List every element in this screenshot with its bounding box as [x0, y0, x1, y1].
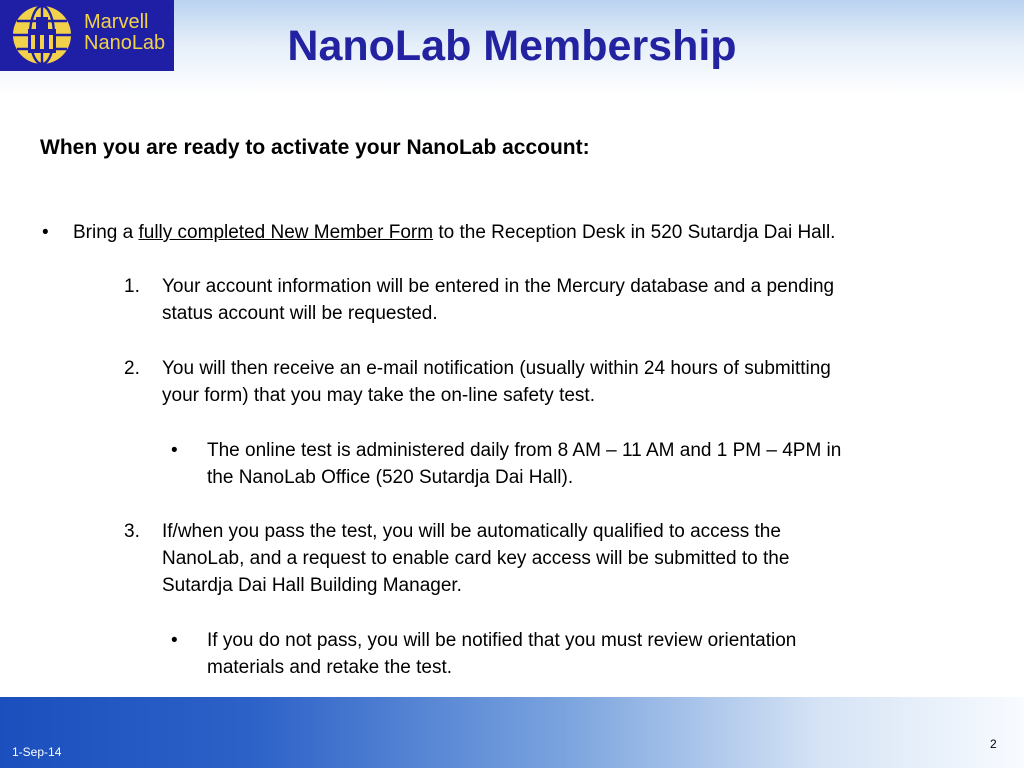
step-text — [162, 518, 789, 599]
step-number: 3. — [124, 521, 140, 542]
step-number: 1. — [124, 276, 140, 297]
step-line: Sutardja Dai Hall Building Manager. — [162, 575, 462, 596]
sub-bullet-text — [207, 627, 796, 681]
step-line: your form) that you may take the on-line safety test. — [162, 385, 595, 406]
logo-text-nanolab: NanoLab — [84, 32, 166, 54]
step-text — [162, 273, 834, 327]
step-line: You will then receive an e-mail notification (usually within 24 hours of submitting — [162, 358, 831, 379]
bullet-suffix: to the Reception Desk in 520 Sutardja Dai Hall. — [433, 222, 836, 243]
bullet-prefix: Bring a — [73, 222, 139, 243]
new-member-form-link[interactable]: fully completed New Member Form — [138, 222, 434, 243]
step-line: Your account information will be entered in the Mercury database and a pending — [162, 276, 835, 297]
footer-bar — [0, 697, 1024, 768]
sub-bullet-line: the NanoLab Office (520 Sutardja Dai Hall). — [207, 467, 574, 488]
step-line: If/when you pass the test, you will be automatically qualified to access the — [162, 521, 781, 542]
bullet-text — [73, 219, 835, 246]
footer-date: 1-Sep-14 — [12, 745, 62, 759]
page-number: 2 — [990, 737, 997, 751]
sub-bullet-marker: • — [171, 440, 178, 461]
slide-title — [0, 22, 1024, 71]
step-line: NanoLab, and a request to enable card key access will be submitted to the — [162, 548, 790, 569]
slide-title-text: NanoLab Membership — [287, 22, 737, 70]
logo-text-marvell: Marvell — [84, 11, 149, 33]
step-text — [162, 355, 831, 409]
sub-bullet-marker: • — [171, 630, 178, 651]
bullet-marker: • — [42, 222, 49, 243]
step-number: 2. — [124, 358, 140, 379]
subheading: When you are ready to activate your NanoLab account: — [40, 136, 590, 159]
sub-bullet-line: If you do not pass, you will be notified that you must review orientation — [207, 630, 797, 651]
step-line: status account will be requested. — [162, 303, 438, 324]
sub-bullet-line: materials and retake the test. — [207, 657, 453, 678]
sub-bullet-text — [207, 437, 841, 491]
sub-bullet-line: The online test is administered daily from 8 AM – 11 AM and 1 PM – 4PM in — [207, 440, 842, 461]
